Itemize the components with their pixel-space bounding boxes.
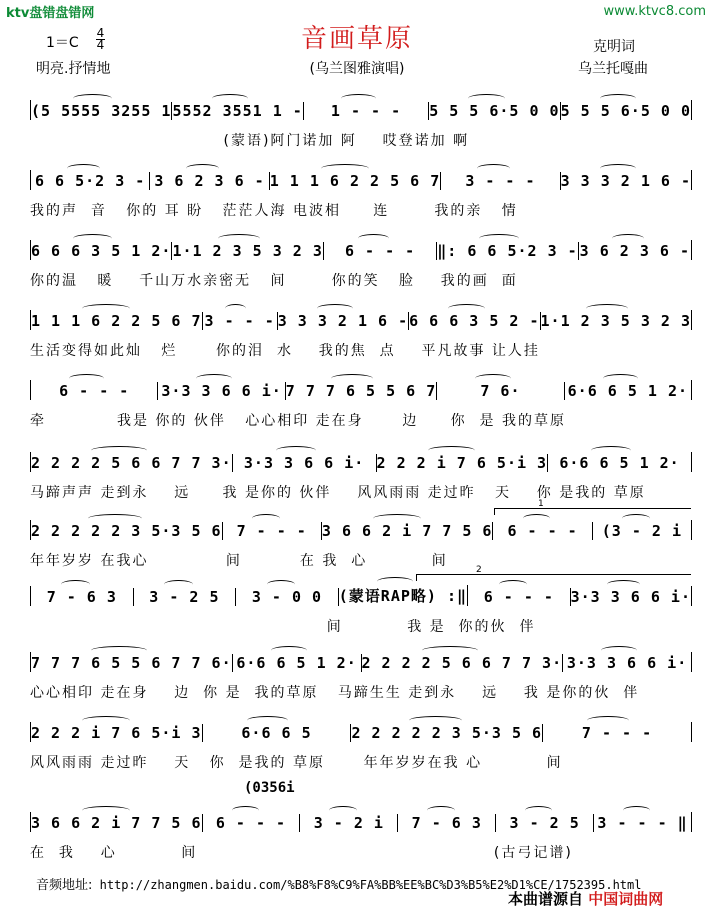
slur bbox=[601, 646, 637, 655]
measure: 3 6 6 2 i 7 7 5 6 bbox=[322, 522, 494, 540]
measure: 1 1 1 6 2 2 5 6 7 bbox=[31, 312, 203, 330]
source-label: 本曲谱源自 bbox=[508, 890, 584, 908]
audio-label: 音频地址: bbox=[36, 878, 93, 893]
slur bbox=[600, 94, 637, 103]
measure: 3 6 2 3 6 - bbox=[150, 172, 269, 190]
lyric-line: 你的温 暖 千山万水亲密无 间 你的笑 脸 我的画 面 bbox=[30, 273, 518, 289]
slur bbox=[252, 514, 280, 523]
measure: 6 - - - bbox=[203, 814, 301, 832]
slur bbox=[271, 646, 307, 655]
measure: 2 2 2 i 7 6 5·i 3 bbox=[377, 454, 549, 472]
slur bbox=[468, 94, 505, 103]
slur bbox=[82, 304, 130, 313]
slur bbox=[82, 806, 130, 815]
slur bbox=[73, 234, 112, 243]
lyric-line: 年年岁岁 在我心 间 在 我 心 间 bbox=[30, 553, 448, 569]
measure: 3 - - - bbox=[441, 172, 560, 190]
audio-address bbox=[36, 874, 642, 893]
measure: 3 3 3 2 1 6 - bbox=[561, 172, 691, 190]
note-line bbox=[30, 170, 692, 190]
slur bbox=[448, 304, 485, 313]
slur bbox=[587, 716, 628, 725]
slur bbox=[591, 446, 631, 455]
lyric-line: (蒙语)阿门诺加 阿 哎登诺加 啊 bbox=[30, 133, 470, 149]
slur bbox=[267, 580, 295, 589]
measure: 3 - 0 0 bbox=[236, 588, 339, 606]
measure: 6·6 6 5 1 2· bbox=[233, 654, 362, 672]
slur bbox=[196, 374, 231, 383]
slur bbox=[586, 304, 628, 313]
measure: 1·1 2 3 5 3 2 3 bbox=[541, 312, 691, 330]
slur bbox=[622, 514, 650, 523]
time-denominator: 4 bbox=[96, 38, 105, 52]
slur bbox=[422, 646, 478, 655]
measure: 3·3 3 6 6 i· bbox=[158, 382, 285, 400]
measure: 5552 3551 1 - bbox=[172, 102, 303, 120]
slur bbox=[82, 716, 130, 725]
lyricist: 克明词 bbox=[593, 39, 635, 55]
slur bbox=[427, 806, 454, 815]
measure: 7 7 7 6 5 5 6 7 7 6· bbox=[31, 654, 233, 672]
note-line bbox=[30, 520, 692, 540]
lyric-line: 我的声 音 你的 耳 盼 茫茫人海 电波相 连 我的亲 情 bbox=[30, 203, 518, 219]
measure: 7 - - - bbox=[223, 522, 322, 540]
slur bbox=[499, 580, 527, 589]
measure: 2 2 2 2 2 3 5·3 5 6 bbox=[351, 724, 543, 742]
audio-url[interactable]: http://zhangmen.baidu.com/%B8%F8%C9%FA%BB%EE%BC%D3%B5%E2%D1%CE/1752395.html bbox=[99, 878, 642, 892]
slur bbox=[341, 94, 376, 103]
lyric-line: 牵 我是 你的 伙伴 心心相印 走在身 边 你 是 我的草原 bbox=[30, 413, 566, 429]
song-title: 音画草原 bbox=[300, 24, 413, 54]
measure: 3·3 3 6 6 i· bbox=[233, 454, 377, 472]
slur bbox=[607, 580, 641, 589]
measure: 1 - - - bbox=[304, 102, 429, 120]
measure: 3 - - - ‖ bbox=[594, 814, 691, 832]
slur bbox=[276, 446, 316, 455]
measure: 6·6 6 5 1 2· bbox=[548, 454, 691, 472]
watermark-right: www.ktvc8.com bbox=[603, 4, 706, 19]
slur bbox=[523, 514, 551, 523]
slur bbox=[623, 806, 650, 815]
slur bbox=[373, 514, 421, 523]
measure: 3 - 2 i bbox=[300, 814, 398, 832]
slur bbox=[525, 806, 552, 815]
measure: 7 7 7 6 5 5 6 7 bbox=[286, 382, 437, 400]
volta-2-bracket bbox=[416, 574, 691, 581]
slur bbox=[358, 234, 389, 243]
note-line bbox=[30, 380, 692, 400]
measure: 7 - 6 3 bbox=[398, 814, 496, 832]
slur bbox=[331, 374, 373, 383]
measure: 7 6· bbox=[437, 382, 564, 400]
note-line bbox=[30, 652, 692, 672]
slur bbox=[321, 164, 369, 173]
measure: 1·1 2 3 5 3 2 3 bbox=[172, 242, 323, 260]
slur bbox=[212, 94, 249, 103]
measure: 3 - 2 5 bbox=[496, 814, 594, 832]
slur bbox=[479, 234, 518, 243]
fill-notes: (0356i bbox=[244, 780, 295, 796]
lyric-line: 生活变得如此灿 烂 你的泪 水 我的焦 点 平凡故事 让人挂 bbox=[30, 343, 540, 359]
slur bbox=[186, 164, 219, 173]
measure: 6 6 6 3 5 1 2· bbox=[31, 242, 172, 260]
measure: 3 6 6 2 i 7 7 5 6 bbox=[31, 814, 203, 832]
slur bbox=[88, 514, 141, 523]
measure: 6 - - - bbox=[324, 242, 437, 260]
measure: 6 6 6 3 5 2 - bbox=[409, 312, 540, 330]
composer: 乌兰托嘎曲 bbox=[578, 61, 648, 77]
lyric-line: 马蹄声声 走到永 远 我 是你的 伙伴 风风雨雨 走过昨 天 你 是我的 草原 bbox=[30, 485, 646, 501]
note-line bbox=[30, 100, 692, 120]
volta-2-label: 2 bbox=[476, 565, 482, 575]
lyric-line: 风风雨雨 走过昨 天 你 是我的 草原 年年岁岁在我 心 间 bbox=[30, 755, 563, 771]
measure: 3 - 2 5 bbox=[134, 588, 237, 606]
slur bbox=[247, 716, 288, 725]
measure: 7 - - - bbox=[543, 724, 691, 742]
slur bbox=[409, 716, 462, 725]
note-line bbox=[30, 722, 692, 742]
measure: 6 - - - bbox=[493, 522, 592, 540]
note-line bbox=[30, 452, 692, 472]
measure: 2 2 2 2 5 6 6 7 7 3· bbox=[31, 454, 233, 472]
lyric-line: 心心相印 走在身 边 你 是 我的草原 马蹄生生 走到永 远 我 是你的伙 伴 bbox=[30, 685, 640, 701]
measure: (蒙语RAP略) :‖ bbox=[339, 585, 468, 606]
measure: 6 - - - bbox=[31, 382, 158, 400]
slur bbox=[218, 234, 260, 243]
measure: ‖: 6 6 5·2 3 - bbox=[437, 242, 578, 260]
measure: 2 2 2 2 2 3 5·3 5 6 bbox=[31, 522, 223, 540]
watermark-left: ktv盘错盘错网 bbox=[6, 6, 95, 21]
measure: 3·3 3 6 6 i· bbox=[571, 588, 691, 606]
lyric-line: 间 我 是 你的伙 伴 bbox=[30, 619, 536, 635]
slur bbox=[428, 446, 476, 455]
measure: 7 - 6 3 bbox=[31, 588, 134, 606]
measure: 3 - - - bbox=[203, 312, 278, 330]
slur bbox=[603, 374, 638, 383]
measure: 2 2 2 2 5 6 6 7 7 3· bbox=[362, 654, 564, 672]
note-line bbox=[30, 586, 692, 606]
slur bbox=[377, 577, 413, 586]
slur bbox=[164, 580, 192, 589]
measure: 6 - - - bbox=[468, 588, 571, 606]
tempo-mood: 明亮.抒情地 bbox=[36, 61, 111, 77]
note-line bbox=[30, 812, 692, 832]
measure: 3 3 3 2 1 6 - bbox=[278, 312, 409, 330]
measure: 1 1 1 6 2 2 5 6 7 bbox=[270, 172, 442, 190]
slur bbox=[477, 164, 510, 173]
measure: 6 6 5·2 3 - bbox=[31, 172, 150, 190]
slur bbox=[475, 374, 510, 383]
measure: 3·3 3 6 6 i· bbox=[563, 654, 691, 672]
time-signature bbox=[96, 28, 105, 51]
note-line bbox=[30, 310, 692, 330]
measure: (3 - 2 i bbox=[593, 522, 691, 540]
slur bbox=[225, 304, 246, 313]
slur bbox=[73, 94, 112, 103]
measure: 6·6 6 5 bbox=[203, 724, 352, 742]
measure: 5 5 5 6·5 0 0 bbox=[561, 102, 691, 120]
slur bbox=[329, 806, 356, 815]
measure: (5 5555 3255 1 bbox=[31, 102, 172, 120]
note-line bbox=[30, 240, 692, 260]
time-numerator: 4 bbox=[96, 26, 105, 40]
source-credit bbox=[508, 888, 663, 909]
singer: (乌兰图雅演唱) bbox=[309, 61, 405, 77]
slur bbox=[600, 164, 637, 173]
slur bbox=[69, 374, 104, 383]
slur bbox=[91, 646, 147, 655]
volta-1-label: 1 bbox=[538, 499, 544, 509]
key-signature: 1＝C bbox=[46, 35, 79, 51]
measure: 2 2 2 i 7 6 5·i 3 bbox=[31, 724, 203, 742]
volta-1-bracket bbox=[494, 508, 691, 515]
source-site-link[interactable]: 中国词曲网 bbox=[588, 890, 664, 908]
slur bbox=[232, 806, 259, 815]
slur bbox=[61, 580, 89, 589]
slur bbox=[612, 234, 643, 243]
slur bbox=[317, 304, 354, 313]
lyric-line: 在 我 心 间 (古弓记谱) bbox=[30, 845, 573, 861]
measure: 6·6 6 5 1 2· bbox=[565, 382, 691, 400]
measure: 5 5 5 6·5 0 0 bbox=[429, 102, 560, 120]
measure: 3 6 2 3 6 - bbox=[579, 242, 691, 260]
slur bbox=[91, 446, 147, 455]
slur bbox=[67, 164, 100, 173]
